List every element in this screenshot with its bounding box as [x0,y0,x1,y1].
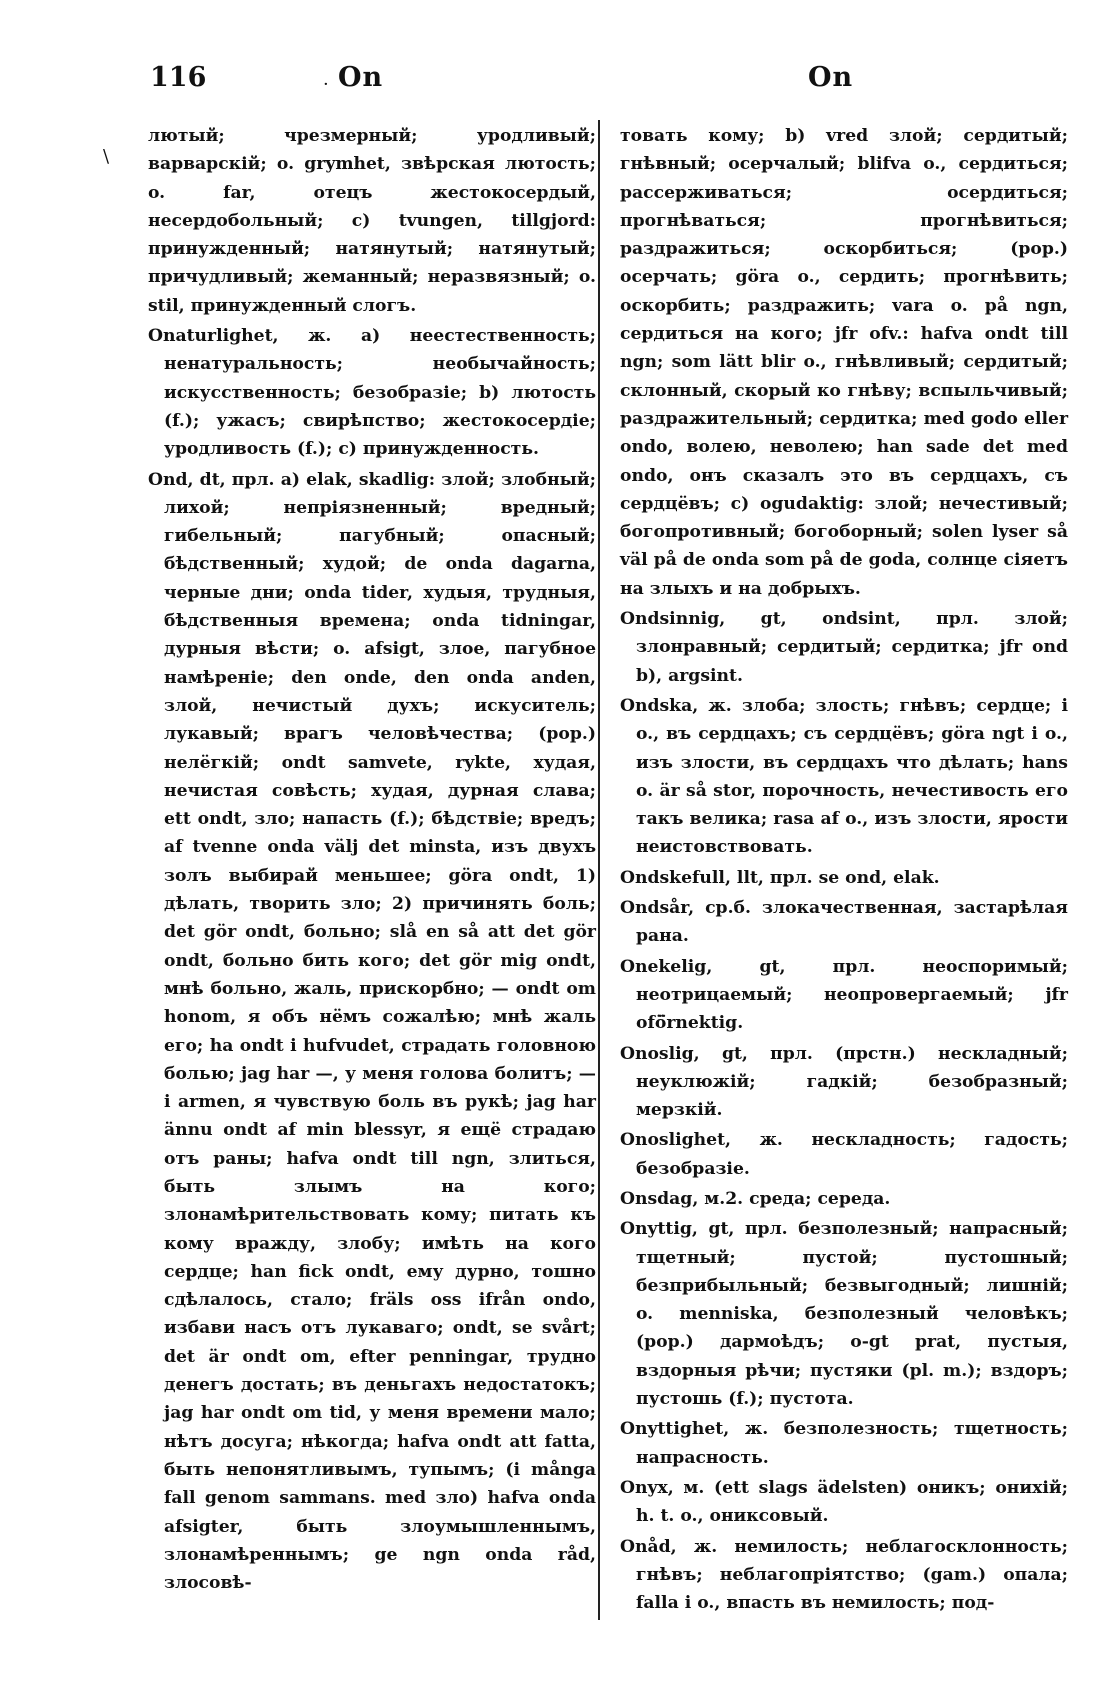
dictionary-entry: Onyttig, gt, прл. безполезный; напрасный; тщетный; пустой; пустошный; безприбыльный; безвыгодный; лишній; o. menniska, безполезный человѣкъ; (рор.) дармоѣдъ; o-gt prat, пустыя, вздорныя рѣчи; пустяки (pl. m.); вздоръ; пустошь (f.); пустота. [620,1219,1068,1410]
dictionary-entry: товать кому; b) vred злой; сердитый; гнѣвный; осерчалый; blifva o., сердиться; рассерживаться; осердиться; прогнѣваться; прогнѣвиться; раздражиться; оскорбиться; (рор.) осерчать; göra o., сердить; прогнѣвить; оскорбить; раздражить; vara o. på ngn, сердиться на кого; jfr ofv.: hafva ondt till ngn; som lätt blir o., гнѣвливый; сердитый; склонный, скорый ко гнѣву; вспыльчивый; раздражительный; сердитка; med godo eller ondo, волею, неволею; han sade det med ondo, онъ сказалъ это въ сердцахъ, съ сердцёвъ; c) ogudaktig: злой; нечестивый; богопротивный; богоборный; solen lyser så väl på de onda som på de goda, солнце сіяетъ на злыхъ и на добрыхъ. [620,126,1068,599]
dictionary-entry: Onoslig, gt, прл. (прстн.) нескладный; неуклюжій; гадкій; безобразный; мерзкій. [620,1043,1068,1121]
dictionary-entry: Ond, dt, прл. a) elak, skadlig: злой; злобный; лихой; непріязненный; вредный; гибельный; пагубный; опасный; бѣдственный; худой; de onda dagarna, черные дни; onda tider, худыя, трудныя, бѣдственныя времена; onda tidningar, дурныя вѣсти; o. afsigt, злое, пагубное намѣреніе; den onde, den onda anden, злой, нечистый духъ; искуситель; лукавый; врагъ человѣчества; (рор.) нелёгкій; ondt samvete, rykte, худая, нечистая совѣсть; худая, дурная слава; ett ondt, зло; напасть (f.); бѣдствіе; вредъ; af tvenne onda välj det minsta, изъ двухъ золъ выбирай меньшее; göra ondt, 1) дѣлать, творить зло; 2) причинять боль; det gör ondt, больно; slå en så att det gör ondt, больно бить кого; det gör mig ondt, мнѣ больно, жаль, прискорбно; — ondt om honom, я объ нёмъ сожалѣю; мнѣ жаль его; ha ondt i hufvudet, страдать головною болью; jag har —, у меня голова болитъ; — i armen, я чувствую боль въ рукѣ; jag har ännu ondt af min blessyr, я ещё страдаю отъ раны; hafva ondt till ngn, злиться, быть злымъ на кого; злонамѣрительствовать кому; питать къ кому вражду, злобу; имѣть на кого сердце; han fick ondt, ему дурно, тошно сдѣлалось, стало; fräls oss ifrån ondo, избави насъ отъ лукаваго; ondt, se svårt; det är ondt om, efter penningar, трудно денегъ достать; въ деньгахъ недостатокъ; jag har ondt om tid, у меня времени мало; нѣтъ досуга; нѣкогда; hafva ondt att fatta, быть непонятливымъ, тупымъ; (i många fall genom sammans. med зло) hafva onda afsigter, быть злоумышленнымъ, злонамѣреннымъ; ge ngn onda råd, злосовѣ- [148,469,596,1594]
dictionary-entry: Onyx, м. (ett slags ädelsten) оникъ; онихій; h. t. o., ониксовый. [620,1477,1068,1527]
right-column [620,122,1068,1619]
header-dot: · [323,74,329,95]
dictionary-entry: Onsdag, м.2. среда; середа. [620,1188,891,1209]
dictionary-entry: Onoslighet, ж. нескладность; гадость; безобразіе. [620,1130,1068,1179]
margin-mark: \ [103,146,110,167]
column-divider [598,120,600,1620]
dictionary-entry: Onekelig, gt, прл. неоспоримый; неотрицаемый; неопровергаемый; jfr ofö̈rnektig. [620,956,1068,1034]
dictionary-entry: Ondskefull, llt, прл. se ond, elak. [620,867,940,888]
dictionary-entry: Onyttighet, ж. безполезность; тщетность; напрасность. [620,1419,1068,1468]
running-head-right: On [808,62,854,93]
dictionary-entry: лютый; чрезмерный; уродливый; варварскій; o. grymhet, звѣрская лютость; o. far, отецъ жестокосердый, несердобольный; c) tvungen, tillgjord: принужденный; натянутый; натянутый; причудливый; жеманный; неразвязный; o. stil, принужденный слогъ. [148,126,596,316]
page-header [0,62,1120,102]
left-column [148,122,596,1599]
page-number: 116 [150,62,207,93]
running-head-left: On [338,62,384,93]
dictionary-entry: Onåd, ж. немилость; неблагосклонность; гнѣвъ; неблагопріятство; (gam.) опала; falla i o., впасть въ немилость; под- [620,1536,1068,1614]
dictionary-entry: Onaturlighet, ж. a) неестественность; ненатуральность; необычайность; искусственность; безобразіе; b) лютость (f.); ужасъ; свирѣпство; жестокосердіе; уродливость (f.); c) принужденность. [148,326,596,460]
dictionary-entry: Ondsår, ср.б. злокачественная, застарѣлая рана. [620,898,1068,947]
dictionary-entry: Ondska, ж. злоба; злость; гнѣвъ; сердце; i o., въ сердцахъ; съ сердцёвъ; göra ngt i o., изъ злости, въ сердцахъ что дѣлать; hans o. är så stor, порочность, нечестивость его такъ велика; rasa af o., изъ злости, ярости неистовствовать. [620,695,1068,858]
dictionary-entry: Ondsinnig, gt, ondsint, прл. злой; злонравный; сердитый; сердитка; jfr ond b), argsint. [620,609,1068,686]
